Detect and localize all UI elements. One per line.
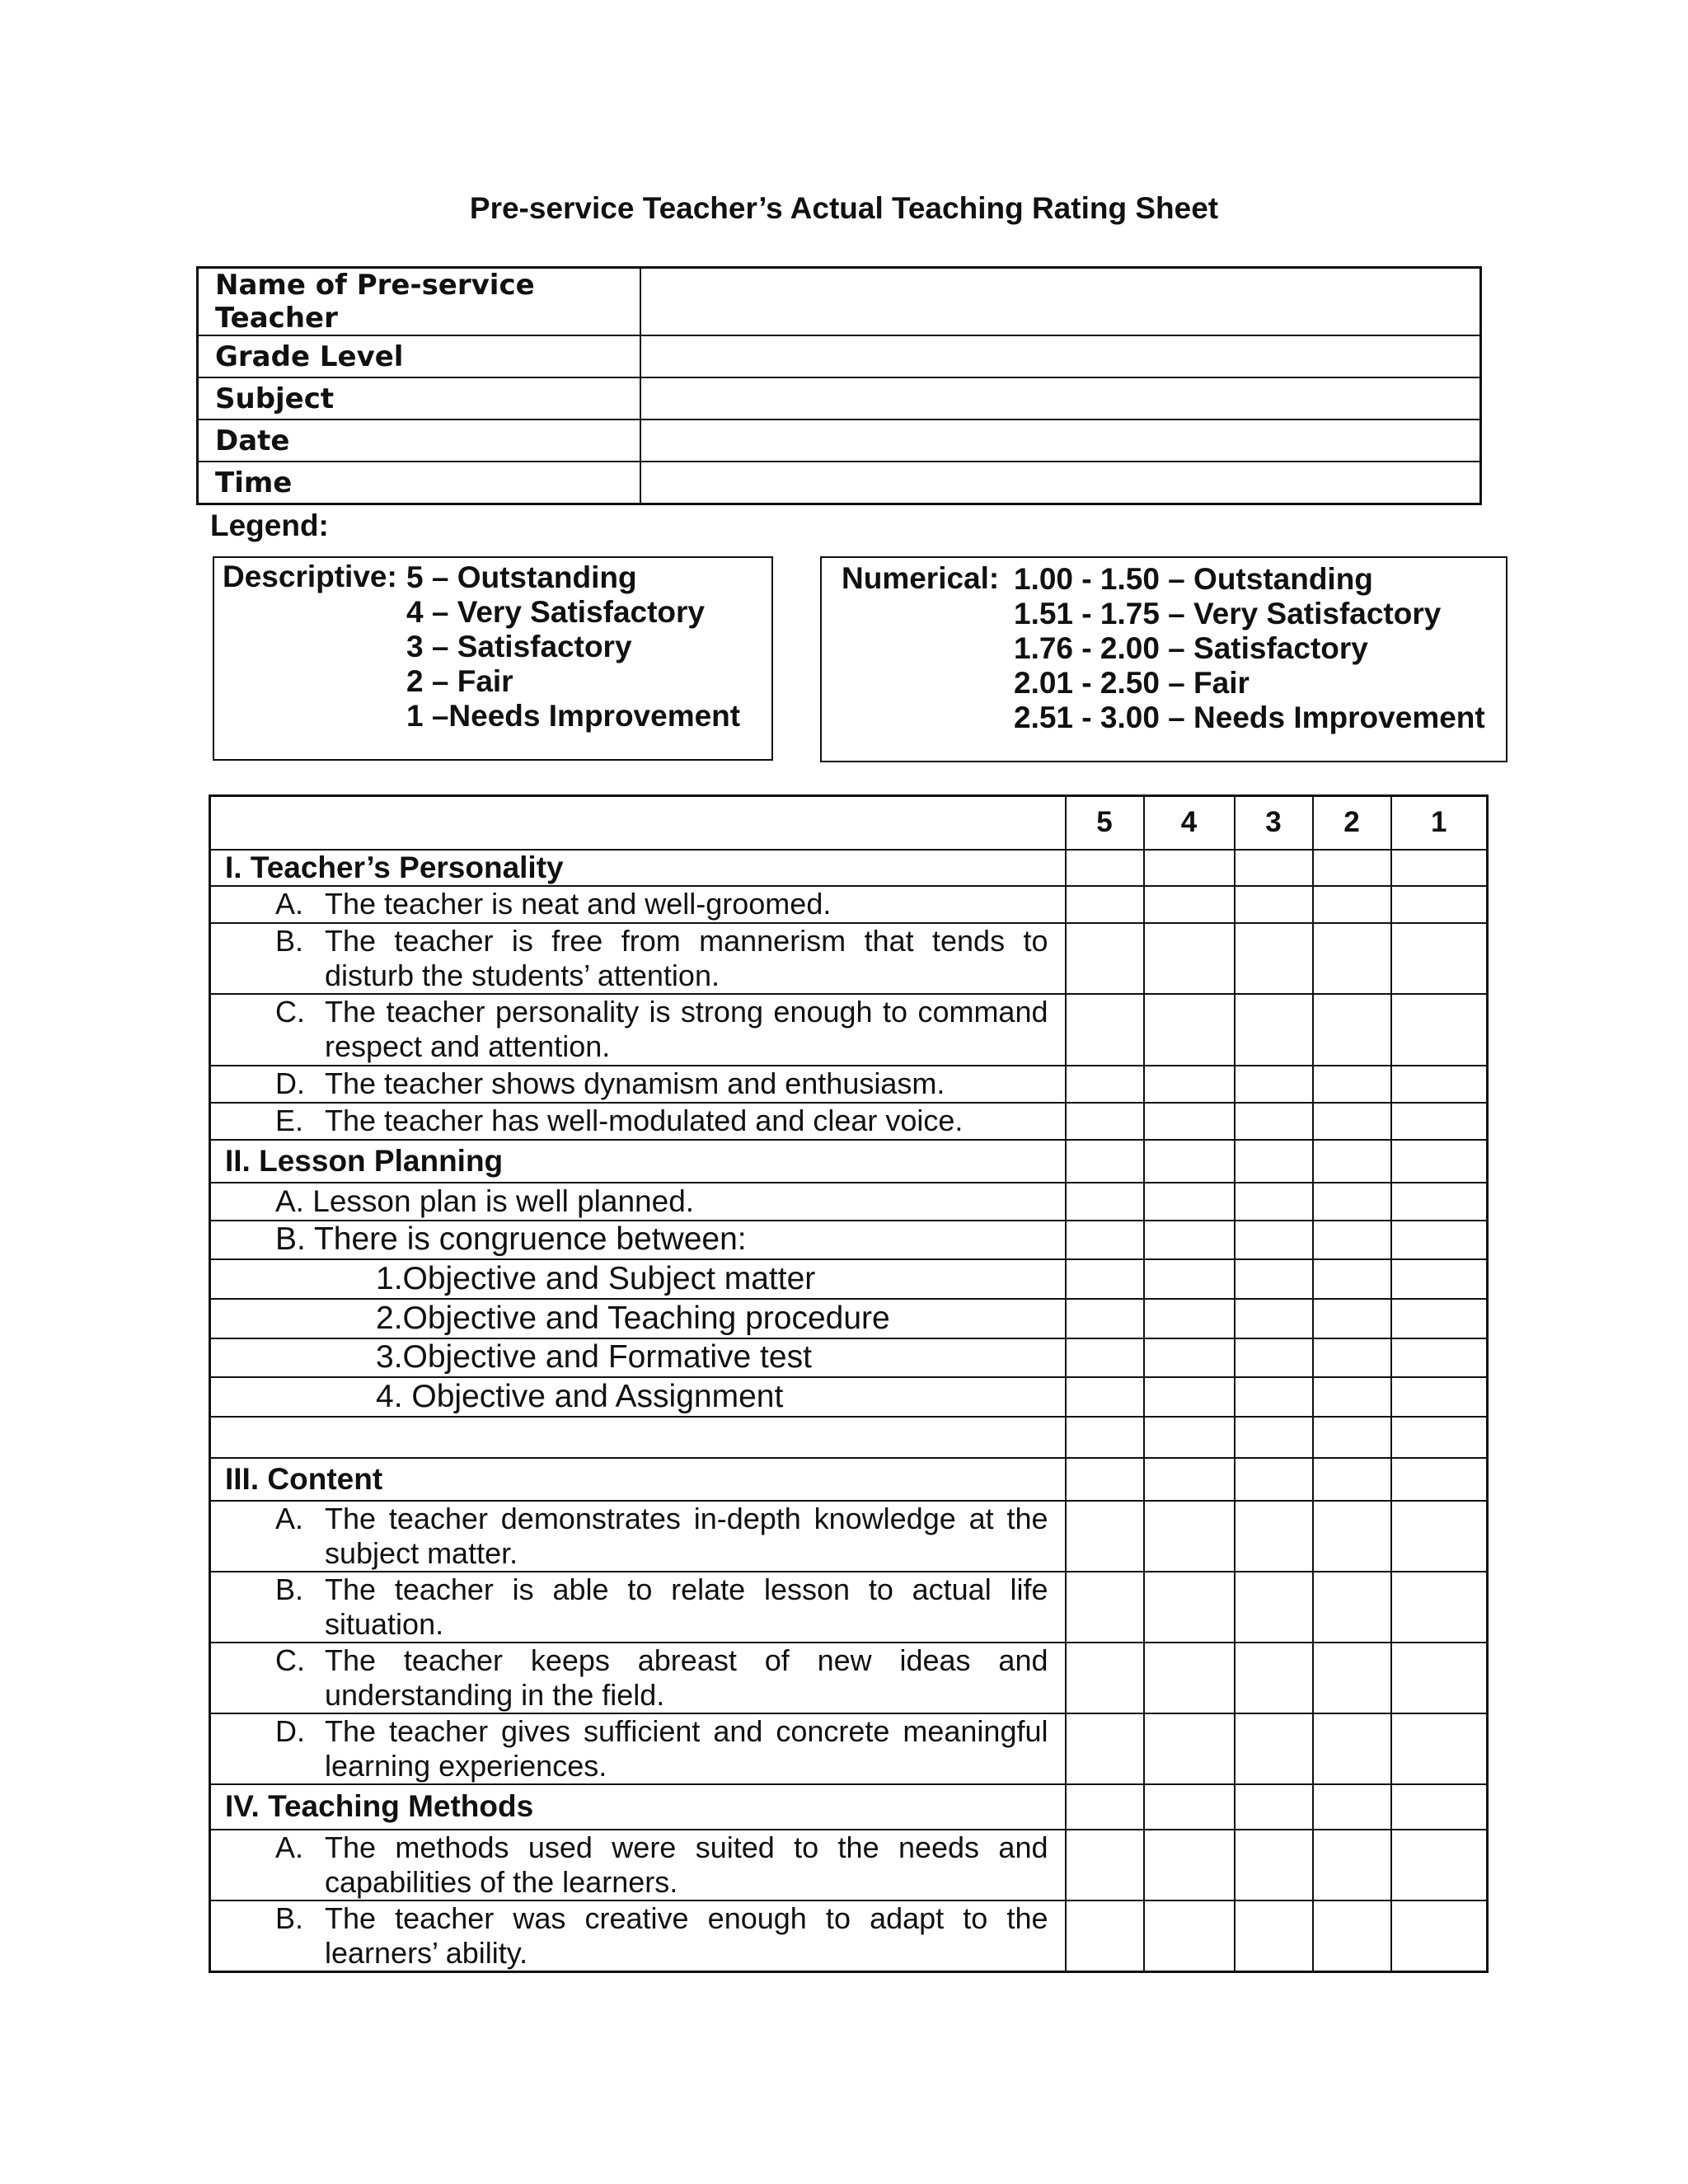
rating-cell xyxy=(1144,1458,1235,1501)
legend-item: 1.00 - 1.50 – Outstanding xyxy=(1014,562,1373,596)
info-label: Grade Level xyxy=(198,335,641,377)
rating-cell[interactable] xyxy=(1144,1830,1235,1900)
rating-cell[interactable] xyxy=(1391,1830,1488,1900)
rating-cell xyxy=(1066,850,1144,886)
criterion-cell xyxy=(210,1572,1066,1643)
rating-cell[interactable] xyxy=(1235,1338,1313,1377)
rating-cell[interactable] xyxy=(1066,1643,1144,1713)
rating-cell[interactable] xyxy=(1313,1299,1391,1338)
rating-cell[interactable] xyxy=(1144,1338,1235,1377)
rating-cell xyxy=(1066,1140,1144,1183)
legend-item: 1.51 - 1.75 – Very Satisfactory xyxy=(1014,597,1442,630)
rating-cell[interactable] xyxy=(1313,1183,1391,1221)
criterion-text: The teacher is able to relate lesson to actual life situation. xyxy=(325,1572,1048,1641)
numerical-legend-box xyxy=(820,556,1507,762)
section-row xyxy=(210,1458,1488,1501)
rating-cell[interactable] xyxy=(1235,1830,1313,1900)
criterion-row xyxy=(210,1066,1488,1103)
rating-cell[interactable] xyxy=(1144,923,1235,994)
criterion-row xyxy=(210,994,1488,1066)
rating-cell xyxy=(1235,1458,1313,1501)
info-row xyxy=(198,419,1481,462)
criterion-text: The methods used were suited to the needs and capabilities of the learners. xyxy=(325,1830,1048,1899)
rating-cell[interactable] xyxy=(1313,1103,1391,1140)
page-title: Pre-service Teacher’s Actual Teaching Rating Sheet xyxy=(469,191,1219,225)
criterion-row xyxy=(210,1259,1488,1299)
criterion-row xyxy=(210,1643,1488,1713)
rating-cell[interactable] xyxy=(1066,1900,1144,1972)
rating-cell[interactable] xyxy=(1235,1066,1313,1103)
section-row xyxy=(210,1140,1488,1183)
rating-cell[interactable] xyxy=(1144,1377,1235,1417)
rating-cell xyxy=(1313,850,1391,886)
legend-item: 3 – Satisfactory xyxy=(406,630,632,663)
rating-cell xyxy=(1144,1221,1235,1259)
rating-cell[interactable] xyxy=(1313,1830,1391,1900)
rating-cell[interactable] xyxy=(1313,1377,1391,1417)
rating-cell[interactable] xyxy=(1144,1900,1235,1972)
criterion-cell xyxy=(210,1713,1066,1784)
rating-cell xyxy=(1235,850,1313,886)
rating-cell[interactable] xyxy=(1144,1713,1235,1784)
info-row xyxy=(198,335,1481,377)
rating-cell[interactable] xyxy=(1391,1066,1488,1103)
rating-cell[interactable] xyxy=(1313,1501,1391,1572)
rating-cell xyxy=(1313,1140,1391,1183)
info-label: Subject xyxy=(198,377,641,419)
section-title-lesson-planning: II. Lesson Planning xyxy=(210,1140,1066,1183)
rating-cell[interactable] xyxy=(1235,1713,1313,1784)
criterion-text: A. Lesson plan is well planned. xyxy=(210,1183,1066,1221)
rating-cell xyxy=(1313,1458,1391,1501)
criterion-row xyxy=(210,1713,1488,1784)
rating-cell[interactable] xyxy=(1391,1183,1488,1221)
criterion-text: The teacher has well-modulated and clear voice. xyxy=(325,1104,964,1137)
criterion-row xyxy=(210,1377,1488,1417)
criterion-subitem: 4. Objective and Assignment xyxy=(210,1377,1066,1417)
criterion-row xyxy=(210,1830,1488,1900)
rating-cell xyxy=(1313,1417,1391,1458)
blank-row xyxy=(210,1417,1488,1458)
header-blank-cell xyxy=(210,796,1066,850)
criterion-letter: B. xyxy=(275,1572,304,1606)
rating-cell[interactable] xyxy=(1391,1501,1488,1572)
criterion-letter: A. xyxy=(275,1830,304,1864)
legend-item: 2.51 - 3.00 – Needs Improvement xyxy=(1014,701,1485,734)
info-value-time[interactable] xyxy=(640,462,1481,504)
rating-cell[interactable] xyxy=(1144,1643,1235,1713)
rating-cell[interactable] xyxy=(1235,1377,1313,1417)
rating-cell xyxy=(1144,1140,1235,1183)
rating-cell xyxy=(1066,1458,1144,1501)
score-header-2: 2 xyxy=(1313,796,1391,850)
rating-cell xyxy=(1391,850,1488,886)
rating-cell[interactable] xyxy=(1391,886,1488,923)
rating-cell[interactable] xyxy=(1066,1830,1144,1900)
rating-cell xyxy=(1235,1140,1313,1183)
info-label: Time xyxy=(198,462,641,504)
numerical-legend-list xyxy=(1014,562,1485,735)
info-value-date[interactable] xyxy=(640,419,1481,462)
score-header-5: 5 xyxy=(1066,796,1144,850)
rating-cell[interactable] xyxy=(1235,1501,1313,1572)
rating-cell xyxy=(1235,1417,1313,1458)
criterion-row xyxy=(210,886,1488,923)
criterion-cell xyxy=(210,923,1066,994)
legend-item: 2.01 - 2.50 – Fair xyxy=(1014,666,1250,700)
info-row xyxy=(198,462,1481,504)
rating-cell xyxy=(1144,850,1235,886)
rating-cell xyxy=(1313,1784,1391,1830)
section-title-content: III. Content xyxy=(210,1458,1066,1501)
descriptive-heading: Descriptive: xyxy=(223,560,397,593)
criterion-cell xyxy=(210,1830,1066,1900)
criterion-letter: B. xyxy=(275,923,304,958)
score-header-3: 3 xyxy=(1235,796,1313,850)
criterion-row xyxy=(210,1183,1488,1221)
rating-cell[interactable] xyxy=(1235,1259,1313,1299)
rating-cell[interactable] xyxy=(1066,1572,1144,1643)
criterion-subitem: 3.Objective and Formative test xyxy=(210,1338,1066,1377)
criterion-cell xyxy=(210,886,1066,923)
rating-cell[interactable] xyxy=(1144,886,1235,923)
rating-cell[interactable] xyxy=(1144,1259,1235,1299)
rating-cell[interactable] xyxy=(1313,994,1391,1066)
rating-cell[interactable] xyxy=(1066,1377,1144,1417)
rating-cell[interactable] xyxy=(1235,1572,1313,1643)
rating-cell[interactable] xyxy=(1235,1299,1313,1338)
criterion-text: The teacher gives sufficient and concrete meaningful learning experiences. xyxy=(325,1713,1048,1783)
score-header-row xyxy=(210,796,1488,850)
criterion-letter: C. xyxy=(275,995,305,1029)
criterion-letter: C. xyxy=(275,1643,305,1677)
section-title-teaching-methods: IV. Teaching Methods xyxy=(210,1784,1066,1830)
rating-cell[interactable] xyxy=(1391,1643,1488,1713)
rating-cell[interactable] xyxy=(1235,886,1313,923)
criterion-letter: A. xyxy=(275,887,304,921)
rating-cell[interactable] xyxy=(1144,994,1235,1066)
rating-cell[interactable] xyxy=(1313,886,1391,923)
section-row xyxy=(210,850,1488,886)
criterion-row xyxy=(210,1338,1488,1377)
rating-cell xyxy=(1066,1221,1144,1259)
rating-cell xyxy=(1235,1221,1313,1259)
section-title-personality: I. Teacher’s Personality xyxy=(210,850,1066,886)
rating-cell[interactable] xyxy=(1144,1103,1235,1140)
rating-cell xyxy=(1391,1458,1488,1501)
rating-cell[interactable] xyxy=(1066,994,1144,1066)
criterion-row xyxy=(210,1103,1488,1140)
rating-cell[interactable] xyxy=(1313,923,1391,994)
criterion-row xyxy=(210,1572,1488,1643)
info-row xyxy=(198,268,1481,336)
teacher-info-table xyxy=(196,266,1482,505)
criterion-subitem: 2.Objective and Teaching procedure xyxy=(210,1299,1066,1338)
rating-cell[interactable] xyxy=(1313,1066,1391,1103)
legend-item: 1 –Needs Improvement xyxy=(406,699,741,733)
info-label: Date xyxy=(198,419,641,462)
criterion-text: The teacher is neat and well-groomed. xyxy=(325,887,832,921)
criterion-row xyxy=(210,1501,1488,1572)
legend-item: 1.76 - 2.00 – Satisfactory xyxy=(1014,631,1368,665)
criterion-row xyxy=(210,1299,1488,1338)
criterion-cell xyxy=(210,1103,1066,1140)
rating-cell[interactable] xyxy=(1235,1103,1313,1140)
numerical-heading: Numerical: xyxy=(842,561,1000,595)
blank-cell xyxy=(210,1417,1066,1458)
criterion-row xyxy=(210,1221,1488,1259)
info-value-name[interactable] xyxy=(640,268,1481,336)
criterion-letter: B. xyxy=(275,1900,304,1935)
criterion-text: The teacher demonstrates in-depth knowledge at the subject matter. xyxy=(325,1501,1048,1570)
rating-cell xyxy=(1391,1784,1488,1830)
criterion-cell xyxy=(210,1501,1066,1572)
rating-cell[interactable] xyxy=(1391,1377,1488,1417)
criterion-text: The teacher was creative enough to adapt to the learners’ ability. xyxy=(325,1900,1048,1970)
rating-cell[interactable] xyxy=(1391,1338,1488,1377)
criterion-text: The teacher shows dynamism and enthusiasm. xyxy=(325,1066,945,1100)
info-row xyxy=(198,377,1481,419)
rating-cell[interactable] xyxy=(1391,1900,1488,1972)
legend-item: 5 – Outstanding xyxy=(406,560,637,594)
rating-cell[interactable] xyxy=(1391,1299,1488,1338)
rating-cell[interactable] xyxy=(1066,1259,1144,1299)
rating-cell[interactable] xyxy=(1144,1299,1235,1338)
rating-cell[interactable] xyxy=(1391,1713,1488,1784)
section-row xyxy=(210,1784,1488,1830)
rating-cell[interactable] xyxy=(1391,923,1488,994)
rating-cell xyxy=(1391,1417,1488,1458)
criterion-letter: D. xyxy=(275,1066,305,1100)
descriptive-legend-list xyxy=(406,560,740,733)
criterion-text: The teacher is free from mannerism that tends to disturb the students’ attention. xyxy=(325,923,1048,992)
rating-cell xyxy=(1391,1140,1488,1183)
rating-cell[interactable] xyxy=(1235,1183,1313,1221)
rating-cell[interactable] xyxy=(1235,994,1313,1066)
rating-cell xyxy=(1144,1417,1235,1458)
rating-cell[interactable] xyxy=(1066,1501,1144,1572)
criterion-text: The teacher keeps abreast of new ideas and understanding in the field. xyxy=(325,1643,1048,1712)
criterion-letter: D. xyxy=(275,1713,305,1748)
rating-cell[interactable] xyxy=(1391,1572,1488,1643)
criterion-row xyxy=(210,1900,1488,1972)
criterion-row xyxy=(210,923,1488,994)
legend-label: Legend: xyxy=(210,509,329,542)
rating-cell xyxy=(1144,1784,1235,1830)
rating-cell[interactable] xyxy=(1144,1183,1235,1221)
criterion-letter: E. xyxy=(275,1104,304,1137)
rating-cell[interactable] xyxy=(1066,1299,1144,1338)
rating-cell[interactable] xyxy=(1391,1259,1488,1299)
criterion-text: B. There is congruence between: xyxy=(210,1221,1066,1259)
rating-cell xyxy=(1066,1784,1144,1830)
rating-cell[interactable] xyxy=(1144,1066,1235,1103)
info-value-subject[interactable] xyxy=(640,377,1481,419)
rating-cell[interactable] xyxy=(1066,1338,1144,1377)
rating-cell[interactable] xyxy=(1066,1713,1144,1784)
criterion-text: The teacher personality is strong enough to command respect and attention. xyxy=(325,995,1048,1063)
info-value-grade-level[interactable] xyxy=(640,335,1481,377)
rating-cell[interactable] xyxy=(1235,1900,1313,1972)
rating-cell[interactable] xyxy=(1066,1183,1144,1221)
rating-cell[interactable] xyxy=(1235,1643,1313,1713)
criterion-cell xyxy=(210,1900,1066,1972)
rating-cell[interactable] xyxy=(1313,1713,1391,1784)
score-header-4: 4 xyxy=(1144,796,1235,850)
rating-cell[interactable] xyxy=(1066,923,1144,994)
descriptive-legend-box xyxy=(213,556,773,761)
criterion-subitem: 1.Objective and Subject matter xyxy=(210,1259,1066,1299)
rating-cell[interactable] xyxy=(1313,1338,1391,1377)
legend-item: 4 – Very Satisfactory xyxy=(406,595,705,629)
rating-cell[interactable] xyxy=(1391,1103,1488,1140)
criterion-cell xyxy=(210,1643,1066,1713)
rating-cell[interactable] xyxy=(1066,1103,1144,1140)
rating-cell[interactable] xyxy=(1066,1066,1144,1103)
rating-cell xyxy=(1235,1784,1313,1830)
rating-table xyxy=(209,794,1489,1973)
rating-cell xyxy=(1066,1417,1144,1458)
rating-cell xyxy=(1391,1221,1488,1259)
rating-cell[interactable] xyxy=(1144,1572,1235,1643)
criterion-cell xyxy=(210,1066,1066,1103)
rating-cell[interactable] xyxy=(1313,1900,1391,1972)
rating-cell[interactable] xyxy=(1313,1643,1391,1713)
rating-cell[interactable] xyxy=(1235,923,1313,994)
rating-cell xyxy=(1313,1221,1391,1259)
legend-item: 2 – Fair xyxy=(406,664,513,698)
score-header-1: 1 xyxy=(1391,796,1488,850)
rating-cell[interactable] xyxy=(1313,1572,1391,1643)
rating-cell[interactable] xyxy=(1391,994,1488,1066)
rating-cell[interactable] xyxy=(1144,1501,1235,1572)
rating-cell[interactable] xyxy=(1313,1259,1391,1299)
criterion-letter: A. xyxy=(275,1501,304,1535)
criterion-cell xyxy=(210,994,1066,1066)
info-label: Name of Pre-service Teacher xyxy=(198,268,641,336)
rating-cell[interactable] xyxy=(1066,886,1144,923)
